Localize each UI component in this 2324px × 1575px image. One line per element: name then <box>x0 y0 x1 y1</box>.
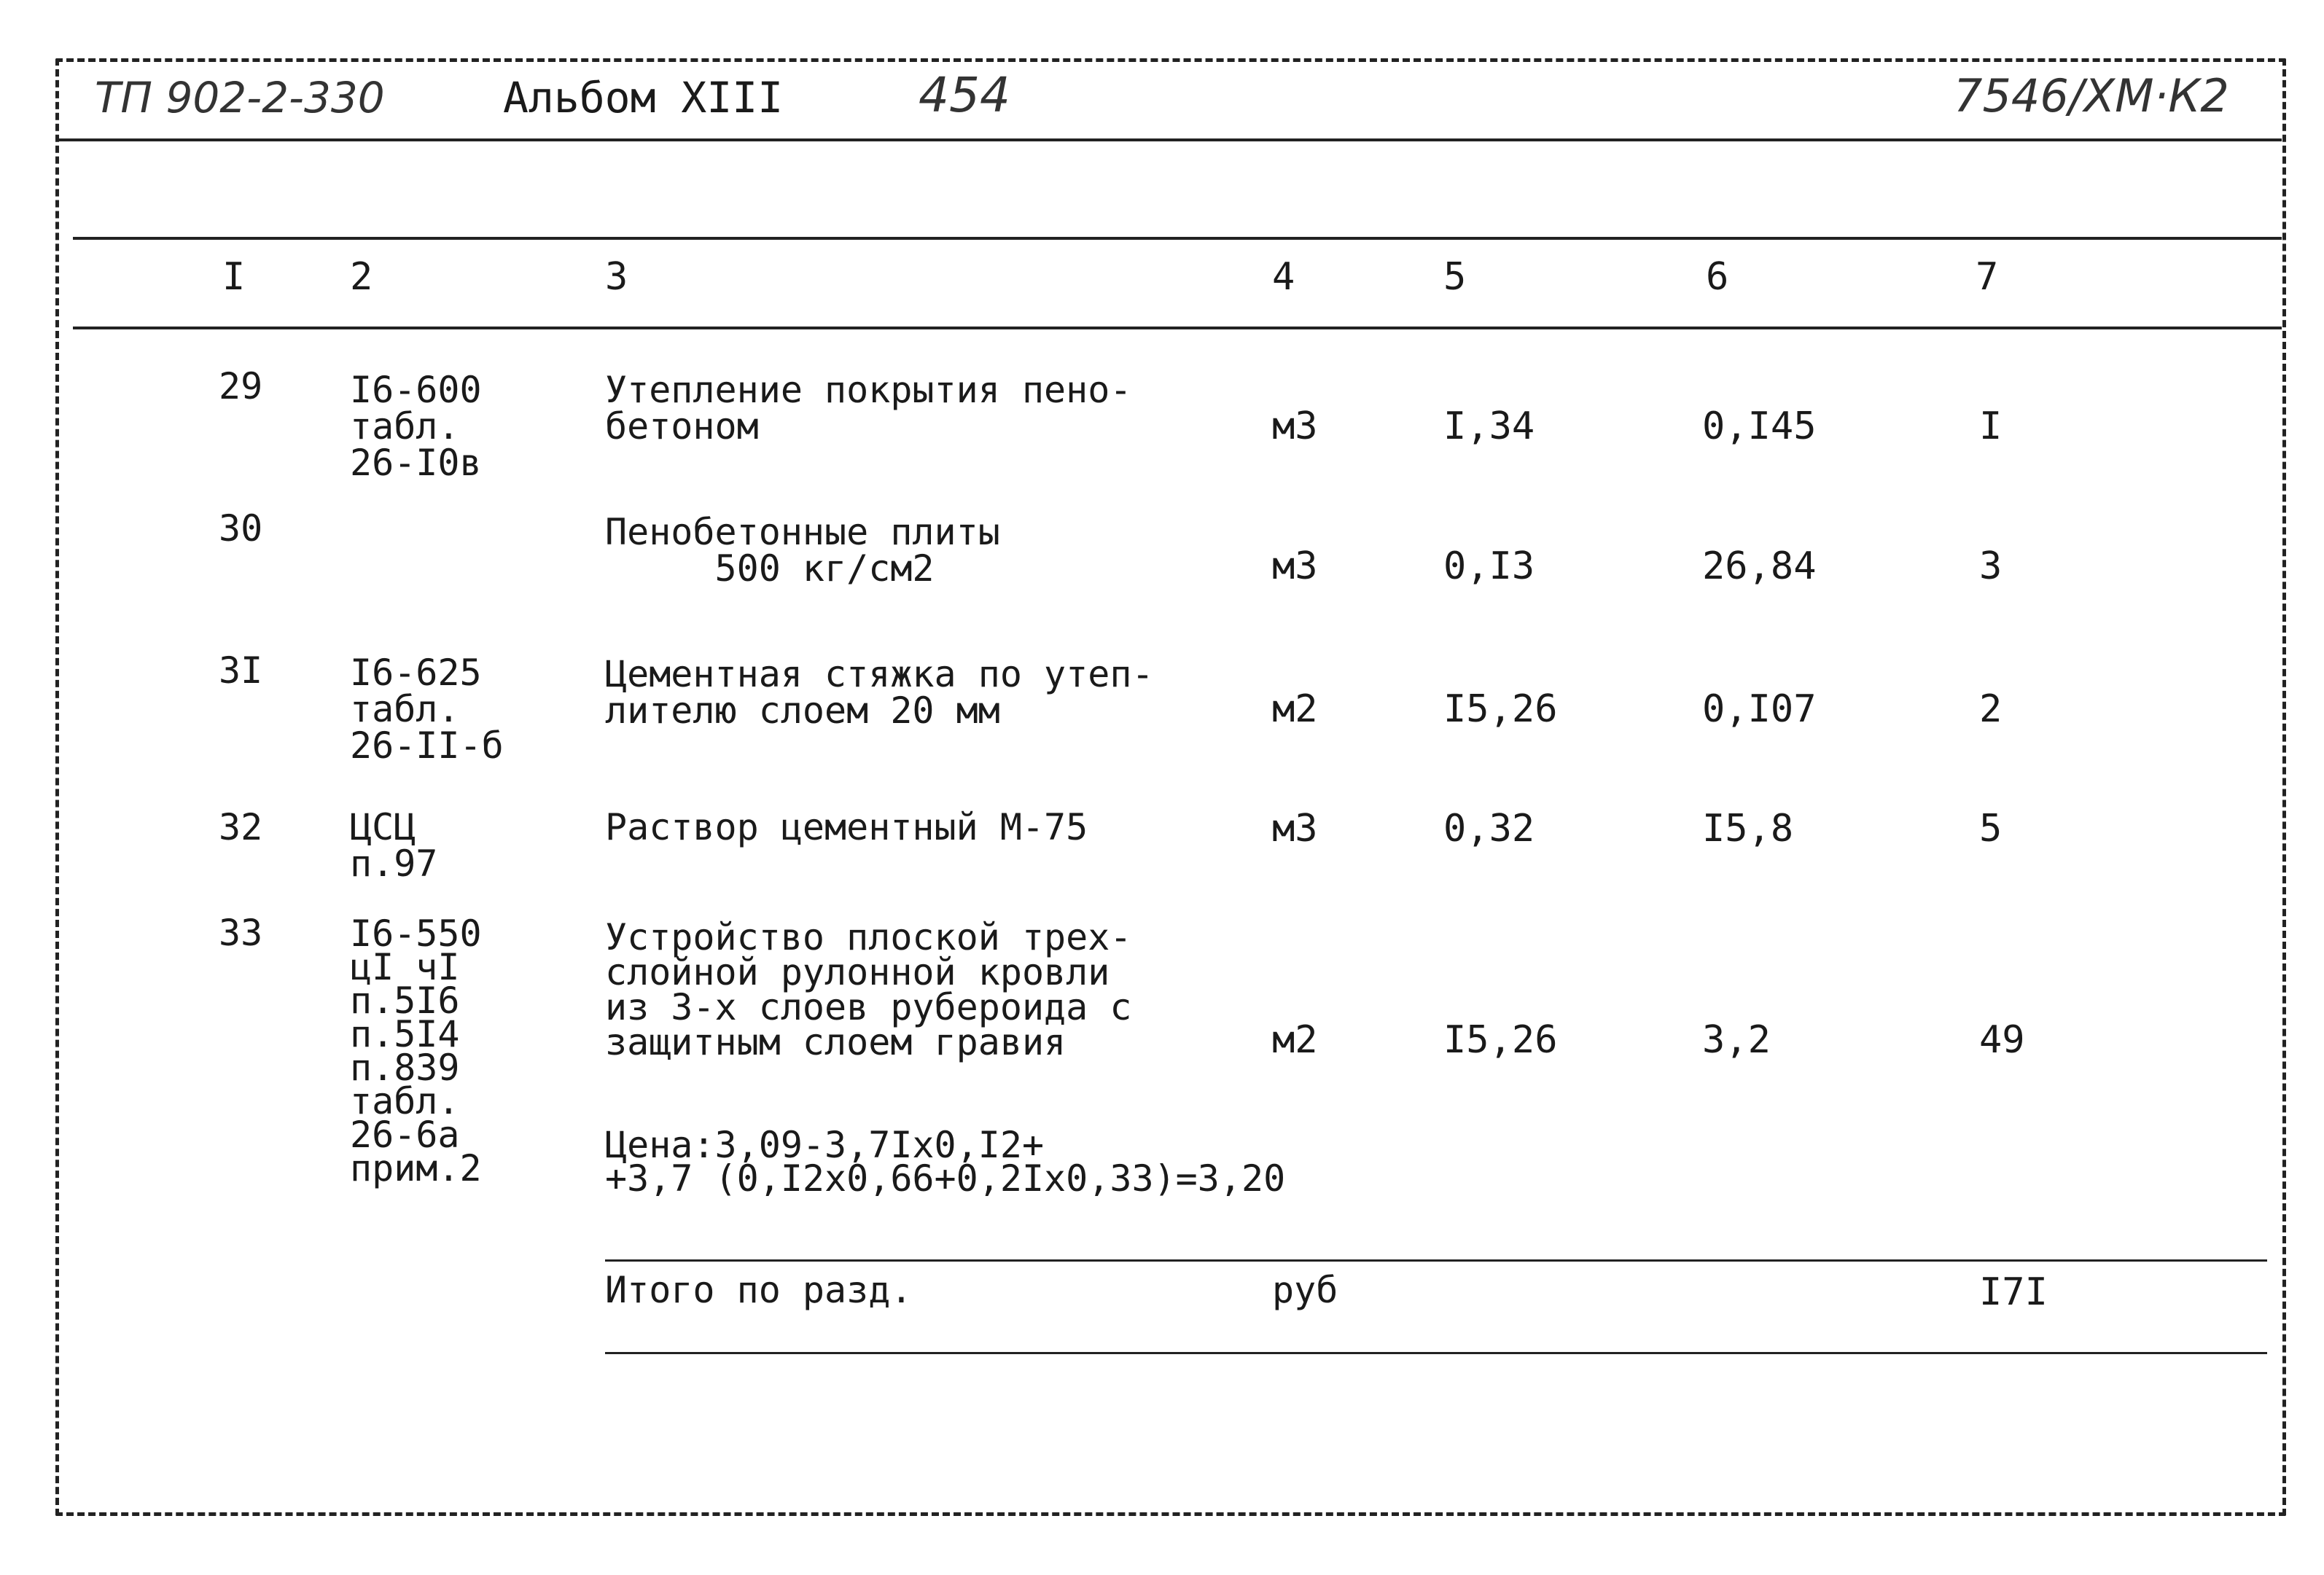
column-number-7: 7 <box>1976 255 1999 299</box>
row-unit-price: 0,I07 <box>1702 687 1817 731</box>
row-cost: 49 <box>1979 1018 2025 1062</box>
total-unit: руб <box>1272 1269 1338 1311</box>
album-label: Альбом XIII <box>503 73 784 122</box>
total-top-rule <box>605 1259 2267 1262</box>
row-unit-price: I5,8 <box>1702 807 1794 851</box>
row-unit: м3 <box>1272 544 1318 588</box>
price-calculation-note: Цена:3,09-3,7Iх0,I2+ +3,7 (0,I2х0,66+0,2Iх0,33)=3,20 <box>605 1124 1286 1200</box>
sheet-ref: 7546/ХМ·К2 <box>1954 69 2229 122</box>
row-cost: 5 <box>1979 807 2003 851</box>
row-cost: 3 <box>1979 544 2003 588</box>
row-cost: 2 <box>1979 687 2003 731</box>
row-unit: м2 <box>1272 1018 1318 1062</box>
document-frame <box>55 58 2286 1516</box>
total-label: Итого по разд. <box>605 1269 913 1311</box>
column-header-bottom-rule <box>73 327 2282 329</box>
page-number: 454 <box>919 67 1010 123</box>
row-unit: м2 <box>1272 687 1318 731</box>
row-unit-price: 3,2 <box>1702 1018 1771 1062</box>
row-quantity: 0,32 <box>1443 807 1535 851</box>
row-quantity: I5,26 <box>1443 687 1558 731</box>
row-number: 32 <box>219 806 263 848</box>
column-number-6: 6 <box>1706 255 1729 299</box>
row-quantity: 0,I3 <box>1443 544 1535 588</box>
row-unit-price: 0,I45 <box>1702 405 1817 448</box>
header-rule <box>55 138 2282 141</box>
row-number: 33 <box>219 912 263 954</box>
column-number-2: 2 <box>350 255 373 299</box>
total-bottom-rule <box>605 1352 2267 1354</box>
total-value: I7I <box>1979 1270 2048 1314</box>
row-unit: м3 <box>1272 807 1318 851</box>
row-description: Цементная стяжка по утеп- лителю слоем 20 мм <box>605 653 1154 732</box>
row-description: Раствор цементный М-75 <box>605 806 1088 848</box>
column-number-3: 3 <box>605 255 628 299</box>
row-reference: I6-625 табл. 26-II-б <box>350 652 504 767</box>
row-unit-price: 26,84 <box>1702 544 1817 588</box>
row-description: Пенобетонные плиты 500 кг/см2 <box>605 511 1000 590</box>
row-quantity: I5,26 <box>1443 1018 1558 1062</box>
column-number-1: I <box>222 255 246 299</box>
row-reference: ЦСЦ п.97 <box>350 806 438 885</box>
row-description: Устройство плоской трех- слойной рулонной кровли из 3-х слоев рубероида с защитным слоем гравия <box>605 916 1132 1063</box>
row-description: Утепление покрытия пено- бетоном <box>605 369 1132 448</box>
column-number-4: 4 <box>1272 255 1295 299</box>
row-reference: I6-550 цI чI п.5I6 п.5I4 п.839 табл. 26-6а прим.2 <box>350 912 482 1189</box>
doc-code: ТП 902-2-330 <box>95 73 385 122</box>
row-number: 30 <box>219 507 263 550</box>
row-unit: м3 <box>1272 405 1318 448</box>
row-number: 3I <box>219 649 263 692</box>
column-number-5: 5 <box>1443 255 1467 299</box>
row-reference: I6-600 табл. 26-I0в <box>350 369 482 484</box>
row-quantity: I,34 <box>1443 405 1535 448</box>
column-header-top-rule <box>73 237 2282 240</box>
row-cost: I <box>1979 405 2003 448</box>
row-number: 29 <box>219 365 263 407</box>
